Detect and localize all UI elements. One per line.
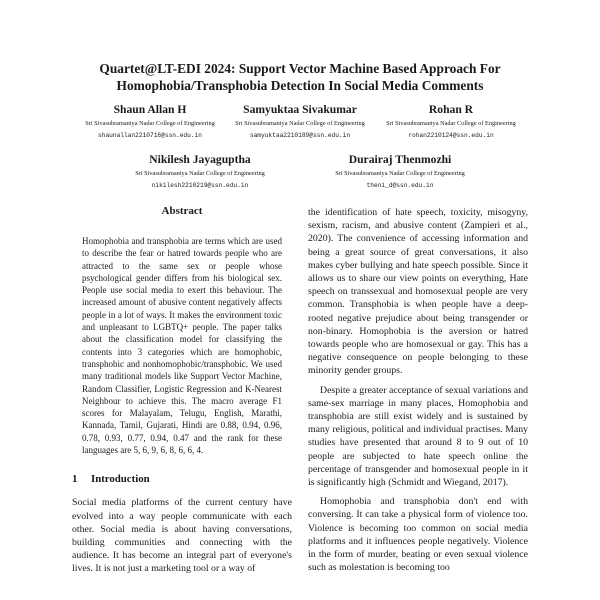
author-email: theni_d@ssn.edu.in (366, 182, 434, 189)
section-number: 1 (72, 473, 78, 486)
author-name: Rohan R (428, 103, 474, 116)
author-email: shaunallan2210716@ssn.edu.in (98, 132, 202, 139)
author-name: Shaun Allan H (113, 103, 187, 116)
author-affiliation: Sri Sivasubramaniya Nadar College of Engineering (85, 120, 215, 127)
body-paragraph: the identification of hate speech, toxicity, misogyny, sexism, racism, and abusive content (Zampieri et al., 2020). The convenience of accessing information and being a great source of great conversations, it also makes cyber bullying and hate speech possible. Since it allows us to share our view points on everything, Hate speech on transsexual and homosexual people are very common. Transphobia is when people have a deep-rooted negative prejudice about being transgender or non-binary. Homophobia is the aversion or hatred towards people who are homosexual or gay. This has a negative consequence on people belonging to these minority gender groups. (308, 207, 528, 377)
abstract-text: Homophobia and transphobia are terms which are used to describe the fear or hatred towards people who are attracted to the same sex or people whose psychological gender differs from his biological sex. People use social media to exert this behaviour. The increased amount of abusive content negatively affects people in a lot of ways. It makes the environment toxic and unpleasant to LGBTQ+ people. The paper talks about the classification model for classifying the contents into 3 categories which are homophobic, transphobic and nonhomophobic/transphobic. We used many traditional models like Support Vector Machine, Random Classifier, Logistic Regression and K-Nearest Neighbour to achieve this. The macro average F1 scores for Malayalam, Telugu, English, Marathi, Kannada, Tamil, Gujarati, Hindi are 0.88, 0.94, 0.96, 0.78, 0.93, 0.77, 0.94, 0.47 and the rank for these languages are 5, 6, 9, 6, 8, 6, 6, 4. (82, 236, 282, 456)
left-column (72, 204, 292, 576)
section-heading (72, 472, 292, 486)
section-title: Introduction (91, 473, 150, 486)
author-block (351, 103, 551, 140)
author-name: Nikilesh Jayaguptha (149, 153, 251, 166)
author-name: Durairaj Thenmozhi (348, 153, 452, 166)
body-paragraph: Despite a greater acceptance of sexual variations and same-sex marriage in many places, Homophobia and transphobia are still exist widely and is sustained by many religious, political and individual practises. Many studies have presented that around 8 to 9 out of 10 people are subjected to hate speech online the percentage of transgender and homosexual people in it is significantly high (Schmidt and Wiegand, 2017). (308, 384, 528, 489)
author-email: nikilesh2210219@ssn.edu.in (151, 182, 249, 189)
author-block (300, 153, 500, 190)
author-affiliation: Sri Sivasubramaniya Nadar College of Engineering (386, 120, 516, 127)
body-paragraph: Homophobia and transphobia don't end with conversing. It can take a physical form of violence too. Violence is becoming too common on social media platforms and it influences people negatively. Violence in the form of murder, beating or even sexual violence such as molestation is becoming too (308, 496, 528, 574)
intro-paragraph: Social media platforms of the current century have evolved into a way people communicate with each other. Social media is about having conversations, building communities and connecting with the audience. It has become an integral part of everyone's lives. It is not just a marketing tool or a way of (72, 497, 292, 575)
author-affiliation: Sri Sivasubramaniya Nadar College of Engineering (335, 170, 465, 177)
author-affiliation: Sri Sivasubramaniya Nadar College of Engineering (235, 120, 365, 127)
author-email: samyuktaa2210189@ssn.edu.in (249, 132, 351, 139)
right-column (308, 206, 528, 580)
author-affiliation: Sri Sivasubramaniya Nadar College of Engineering (135, 170, 265, 177)
author-email: rohan2210124@ssn.edu.in (408, 132, 494, 139)
author-name: Samyuktaa Sivakumar (243, 103, 357, 116)
abstract-heading: Abstract (161, 205, 203, 217)
author-block (100, 153, 300, 190)
paper-title: Quartet@LT-EDI 2024: Support Vector Machine Based Approach For Homophobia/Transphobia Detection In Social Media Comments (99, 61, 501, 93)
